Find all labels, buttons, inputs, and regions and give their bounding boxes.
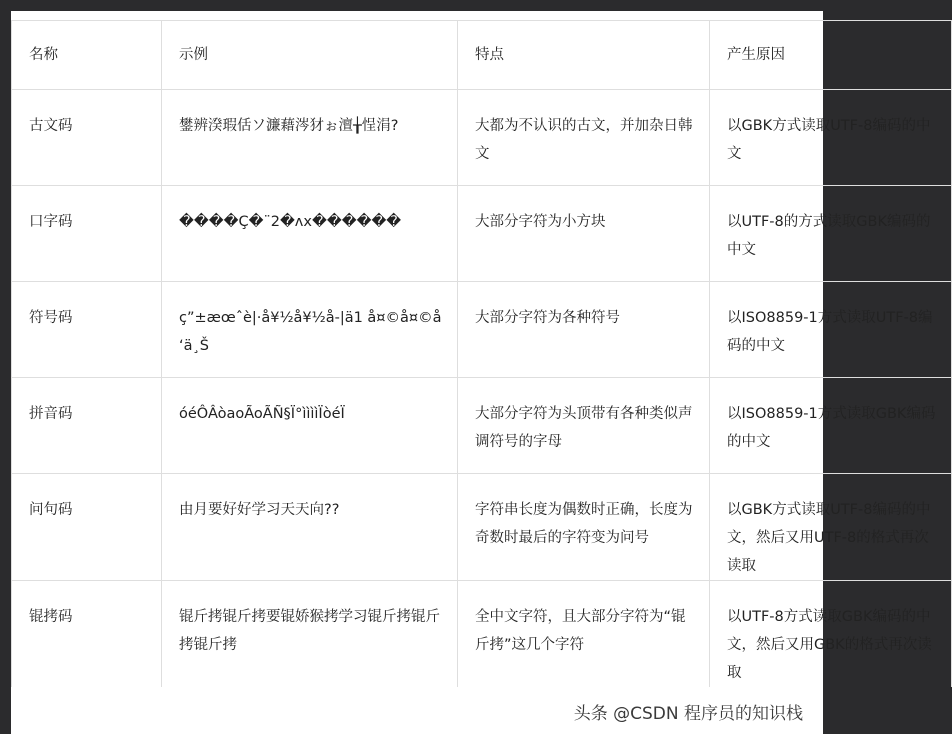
cell-example: 由月要好好学习天天向??: [162, 474, 458, 581]
cell-cause: 以UTF-8方式读取GBK编码的中文，然后又用GBK的格式再次读取: [710, 581, 952, 688]
cell-cause: 以GBK方式读取UTF-8编码的中文，然后又用UTF-8的格式再次读取: [710, 474, 952, 581]
cell-cause: 以GBK方式读取UTF-8编码的中文: [710, 90, 952, 186]
table-header-row: [12, 21, 952, 90]
header-name: 名称: [12, 21, 162, 90]
header-cause: 产生原因: [710, 21, 952, 90]
cell-feature: 全中文字符，且大部分字符为“锟斤拷”这几个字符: [458, 581, 710, 688]
table-row: [12, 186, 952, 282]
cell-example: ç”±æœˆè|·å¥½å¥½å-|ä1 å¤©å¤©å ‘ä¸Š: [162, 282, 458, 378]
cell-cause: 以ISO8859-1方式读取GBK编码的中文: [710, 378, 952, 474]
table-row: [12, 474, 952, 581]
cell-feature: 大都为不认识的古文，并加杂日韩文: [458, 90, 710, 186]
table-row: [12, 581, 952, 688]
source-watermark: 头条 @CSDN 程序员的知识栈: [570, 697, 807, 726]
cell-feature: 大部分字符为各种符号: [458, 282, 710, 378]
cell-name: 拼音码: [12, 378, 162, 474]
cell-feature: 大部分字符为头顶带有各种类似声调符号的字母: [458, 378, 710, 474]
document-page: [11, 11, 936, 734]
cell-example: óéÔÂòaoÃoÃÑ§Ï°ììììÏòéÏ: [162, 378, 458, 474]
cell-name: 符号码: [12, 282, 162, 378]
table-row: [12, 378, 952, 474]
cell-example: 锟斤拷锟斤拷要锟娇猴拷学习锟斤拷锟斤拷锟斤拷: [162, 581, 458, 688]
header-feature: 特点: [458, 21, 710, 90]
cell-example: 鐢辨湀瑕佸ソ濂藉涔犲ぉ澶╁悜涓?: [162, 90, 458, 186]
table-row: [12, 282, 952, 378]
cell-name: 口字码: [12, 186, 162, 282]
encoding-table: [11, 20, 952, 687]
cell-name: 问句码: [12, 474, 162, 581]
cell-name: 锟拷码: [12, 581, 162, 688]
table-row: [12, 90, 952, 186]
cell-feature: 大部分字符为小方块: [458, 186, 710, 282]
cell-cause: 以ISO8859-1方式读取UTF-8编码的中文: [710, 282, 952, 378]
header-example: 示例: [162, 21, 458, 90]
cell-cause: 以UTF-8的方式读取GBK编码的中文: [710, 186, 952, 282]
cell-example: ����Ç�¨2�ʌx������: [162, 186, 458, 282]
cell-feature: 字符串长度为偶数时正确，长度为奇数时最后的字符变为问号: [458, 474, 710, 581]
cell-name: 古文码: [12, 90, 162, 186]
